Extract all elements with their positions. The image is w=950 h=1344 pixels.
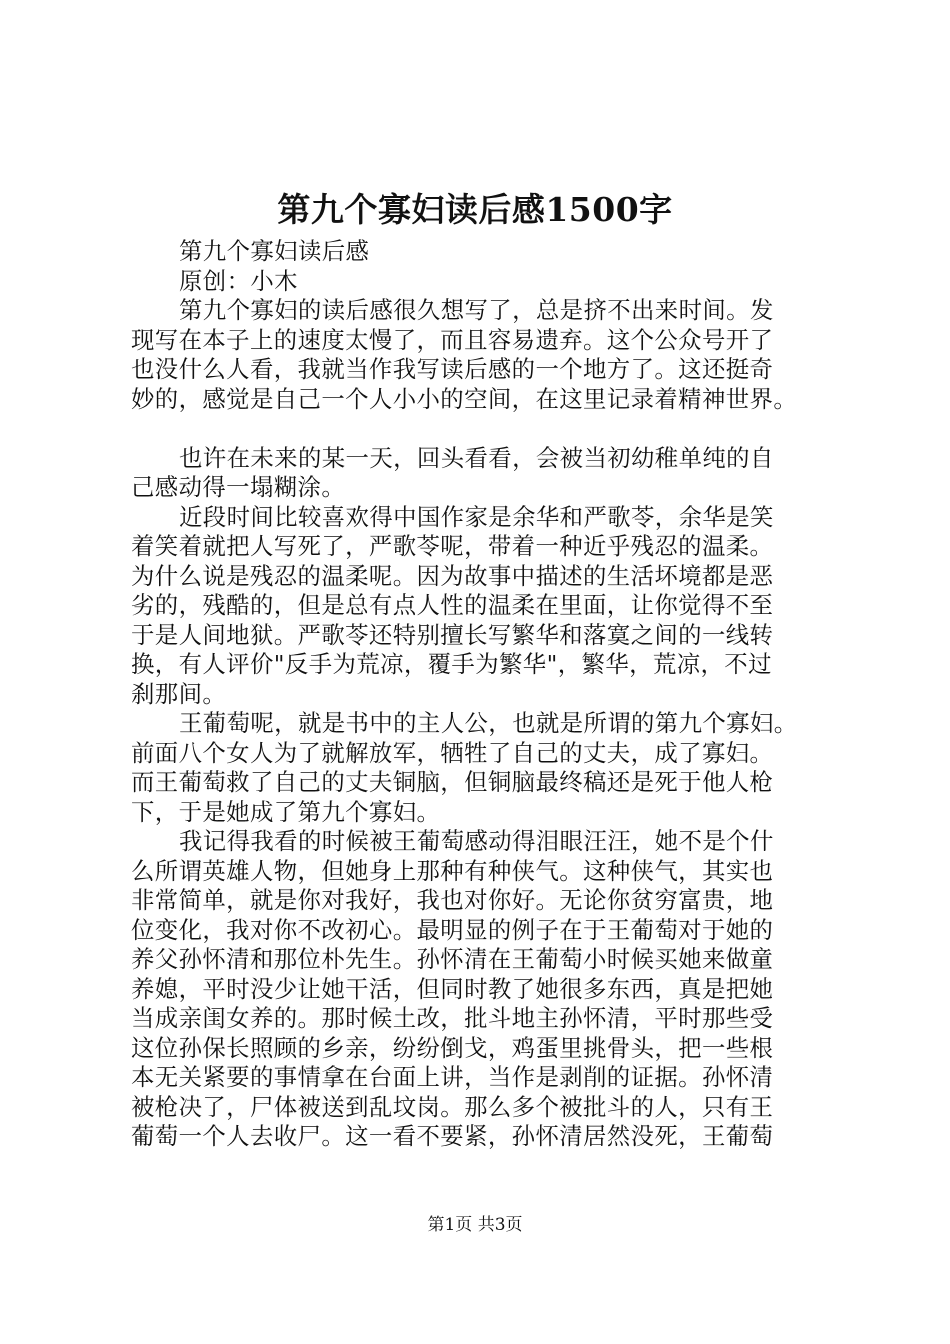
text-line: 劣的，残酷的，但是总有点人性的温柔在里面，让你觉得不至: [131, 591, 774, 619]
document-body: [131, 237, 833, 1152]
text-line: 第九个寡妇的读后感很久想写了，总是挤不出来时间。发: [179, 296, 774, 324]
text-line: 非常简单，就是你对我好，我也对你好。无论你贫穷富贵，地: [131, 886, 774, 914]
text-line: 么所谓英雄人物，但她身上那种有种侠气。这种侠气，其实也: [131, 856, 774, 885]
text-line: 这位孙保长照顾的乡亲，纷纷倒戈，鸡蛋里挑骨头，把一些根: [131, 1033, 774, 1062]
text-line: 王葡萄呢，就是书中的主人公，也就是所谓的第九个寡妇。: [179, 709, 798, 737]
text-line: 我记得我看的时候被王葡萄感动得泪眼汪汪，她不是个什: [179, 827, 774, 855]
text-line: 妙的，感觉是自己一个人小小的空间，在这里记录着精神世界。: [131, 384, 798, 413]
text-line: 现写在本子上的速度太慢了，而且容易遗弃。这个公众号开了: [131, 325, 774, 354]
text-line: 刹那间。: [131, 679, 227, 708]
text-line: 于是人间地狱。严歌苓还特别擅长写繁华和落寞之间的一线转: [131, 620, 774, 649]
text-line: 也没什么人看，我就当作我写读后感的一个地方了。这还挺奇: [131, 355, 774, 383]
text-line: 当成亲闺女养的。那时候土改，批斗地主孙怀清，平时那些受: [131, 1004, 774, 1032]
text-line: 近段时间比较喜欢得中国作家是余华和严歌苓，余华是笑: [179, 502, 774, 531]
blank-line: [131, 414, 833, 444]
text-line: 养父孙怀清和那位朴先生。孙怀清在王葡萄小时候买她来做童: [131, 945, 774, 973]
text-line: 前面八个女人为了就解放军，牺牲了自己的丈夫，成了寡妇。: [131, 738, 774, 767]
text-line: 为什么说是残忍的温柔呢。因为故事中描述的生活坏境都是恶: [131, 561, 774, 590]
text-line: 第九个寡妇读后感: [179, 237, 370, 265]
text-line: 换，有人评价"反手为荒凉，覆手为繁华"，繁华，荒凉，不过: [131, 650, 772, 678]
text-line: 下，于是她成了第九个寡妇。: [131, 797, 441, 826]
text-line: 葡萄一个人去收尸。这一看不要紧，孙怀清居然没死，王葡萄: [131, 1122, 774, 1150]
text-line: 养媳，平时没少让她干活，但同时教了她很多东西，真是把她: [131, 974, 774, 1003]
text-line: 被枪决了，尸体被送到乱坟岗。那么多个被批斗的人，只有王: [131, 1092, 774, 1121]
text-line: 位变化，我对你不改初心。最明显的例子在于王葡萄对于她的: [131, 915, 774, 944]
page-footer: 第1页 共3页: [427, 1215, 523, 1235]
text-line: 本无关紧要的事情拿在台面上讲，当作是剥削的证据。孙怀清: [131, 1063, 774, 1091]
text-line: 着笑着就把人写死了，严歌苓呢，带着一种近乎残忍的温柔。: [131, 532, 774, 560]
text-line: 原创：小木: [179, 266, 298, 295]
text-line: 而王葡萄救了自己的丈夫铜脑，但铜脑最终稿还是死于他人枪: [131, 768, 774, 796]
text-line: 己感动得一塌糊涂。: [131, 473, 346, 501]
document-title: 第九个寡妇读后感1500字: [277, 190, 673, 229]
text-line: 也许在未来的某一天，回头看看，会被当初幼稚单纯的自: [179, 443, 774, 472]
